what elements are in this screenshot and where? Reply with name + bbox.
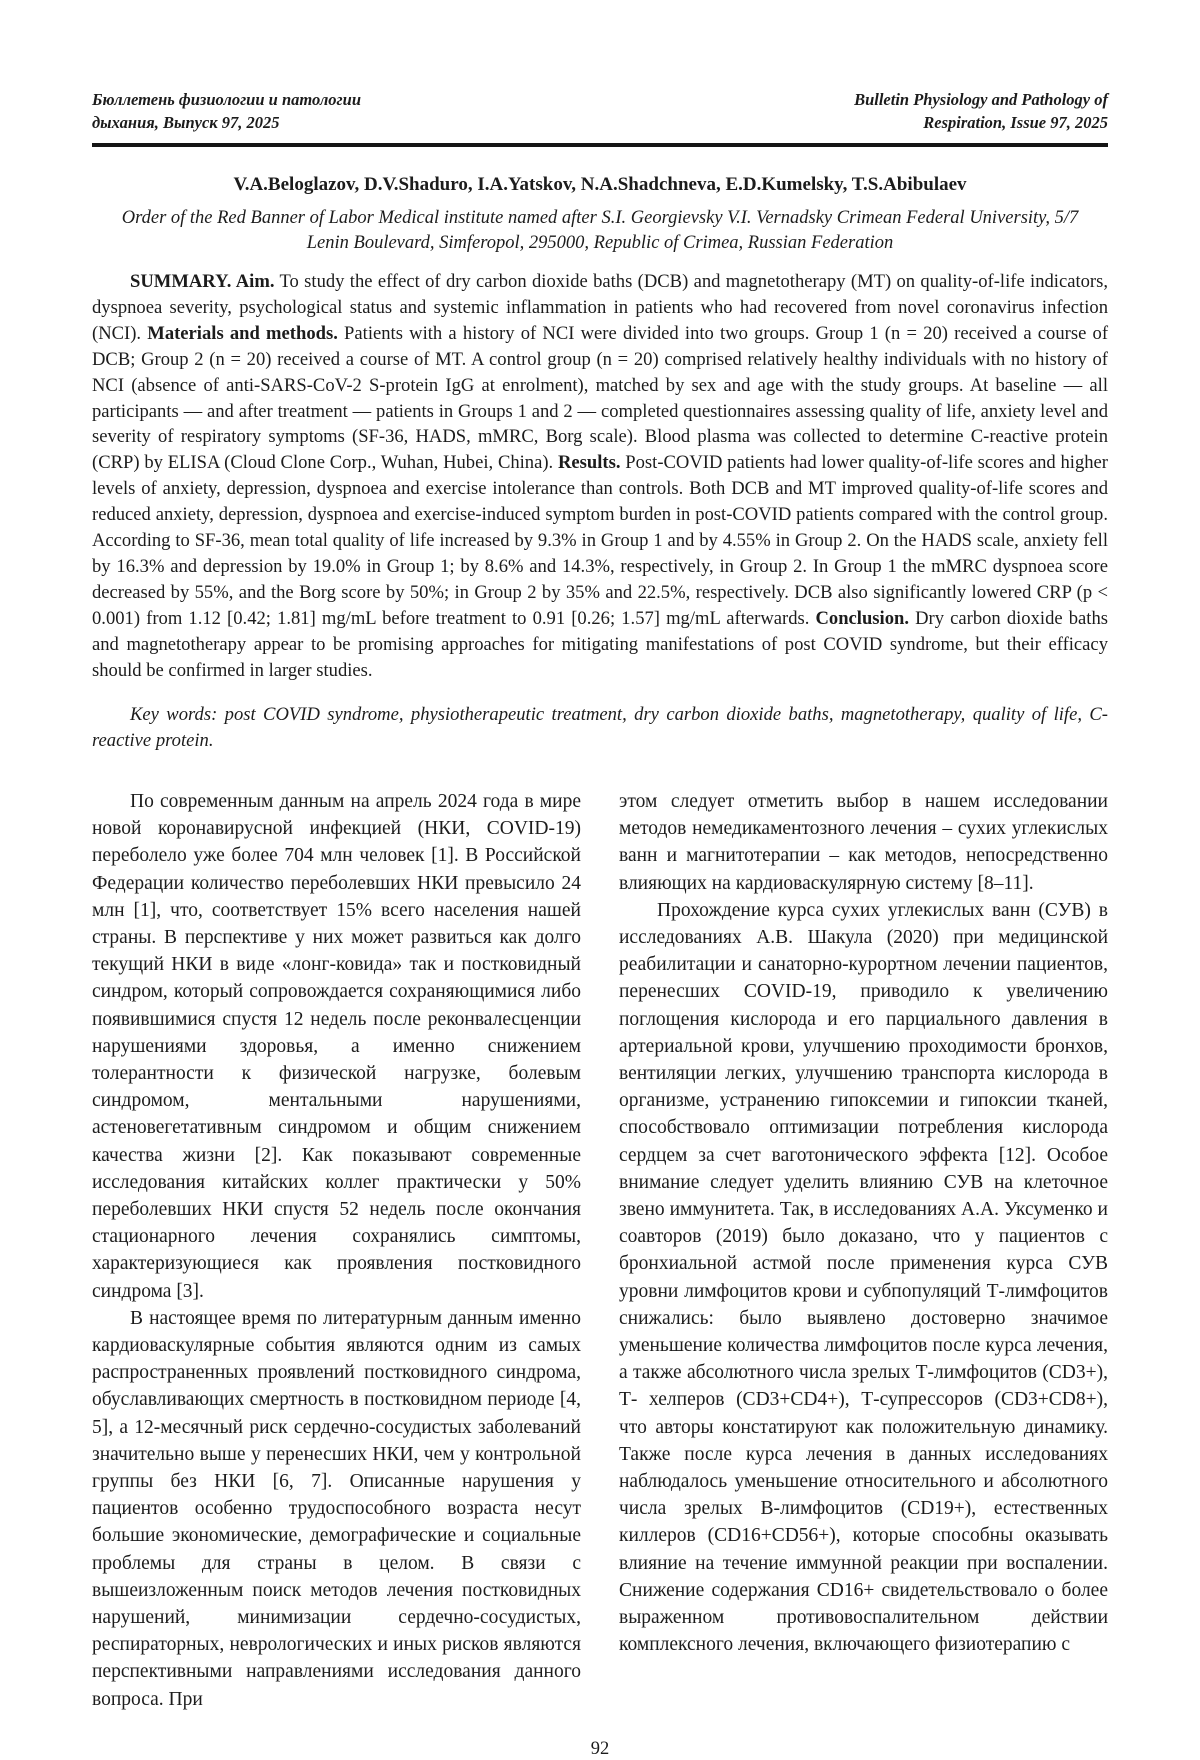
right-paragraph-1: этом следует отметить выбор в нашем исследовании методов немедикаментозного лечения – сухих углекислых ванн и магнитотерапии – как методов, непосредственно влияющих на кардиоваскулярную систему [8–11]. — [619, 790, 1108, 894]
journal-title-en-line2: Respiration, Issue 97, 2025 — [923, 113, 1108, 132]
body-columns — [92, 788, 1108, 1713]
summary-methods-text: Patients with a history of NCI were divided into two groups. Group 1 (n = 20) received a course of DCB; Group 2 (n = 20) received a course of MT. A control group (n = 20) comprised relatively healthy individuals with no history of NCI (absence of anti-SARS-CoV-2 S-protein IgG at enrolment), matched by sex and age with the study groups. At baseline — all participants — and after treatment — patients in Groups 1 and 2 — completed questionnaires assessing quality of life, anxiety level and severity of respiratory symptoms (SF-36, HADS, mMRC, Borg scale). Blood plasma was collected to determine C-reactive protein (CRP) by ELISA (Cloud Clone Corp., Wuhan, Hubei, China). — [92, 322, 1109, 474]
summary-results-label: Results. — [558, 452, 621, 474]
summary-methods-label: Materials and methods. — [147, 322, 338, 344]
summary-results-text: Post-COVID patients had lower quality-of-life scores and higher levels of anxiety, depression, dyspnoea and exercise intolerance than controls. Both DCB and MT improved quality-of-life scores and reduced anxiety, depression, dyspnoea and exercise-induced symptom burden in post-COVID patients compared with the control group. According to SF-36, mean total quality of life increased by 9.3% in Group 1 and by 4.55% in Group 2. On the HADS scale, anxiety fell by 16.3% and depression by 19.0% in Group 1; by 8.6% and 14.3%, respectively, in Group 2. In Group 1 the mMRC dyspnoea score decreased by 55%, and the Borg score by 50%; in Group 2 by 35% and 22.5%, respectively. DCB also significantly lowered CRP (p < 0.001) from 1.12 [0.42; 1.81] mg/mL before treatment to 0.91 [0.26; 1.57] mg/mL afterwards. — [92, 452, 1109, 629]
journal-title-ru-line1: Бюллетень физиологии и патологии — [92, 90, 361, 109]
left-paragraph-2: В настоящее время по литературным данным именно кардиоваскулярные события являются одним из самых распространенных проявлений постковидного синдрома, обуславливающих смертность в постковидном периоде [4, 5], а 12-месячный риск сердечно-сосудистых заболеваний значительно выше у перенесших НКИ, чем у контрольной группы без НКИ [6, 7]. Описанные нарушения у пациентов особенно трудоспособного возраста несут большие экономические, демографические и социальные проблемы для страны в целом. В связи с вышеизложенным поиск методов лечения постковидных нарушений, минимизации сердечно-сосудистых, респираторных, неврологических и иных рисков являются перспективными направлениями исследования данного вопроса. При — [92, 1307, 581, 1710]
column-right — [619, 788, 1108, 1713]
journal-title-en — [854, 88, 1108, 134]
keywords-paragraph: Key words: post COVID syndrome, physiotherapeutic treatment, dry carbon dioxide baths, magnetotherapy, quality of life, C-reactive protein. — [92, 704, 1108, 751]
summary-conclusion-label: Conclusion. — [815, 607, 909, 629]
column-left — [92, 788, 581, 1713]
left-paragraph-1: По современным данным на апрель 2024 года в мире новой коронавирусной инфекцией (НКИ, COVID-19) переболело уже более 704 млн человек [1]. В Российской Федерации количество переболевших НКИ превысило 24 млн [1], что, соответствует 15% всего населения нашей страны. В перспективе у них может развиться как долго текущий НКИ в виде «лонг-ковида» так и постковидный синдром, который сопровождается сохраняющимися либо появившимися спустя 12 недель после реконвалесценции нарушениями здоровья, а именно снижением толерантности к физической нагрузке, болевым синдромом, ментальными нарушениями, астеновегетативным синдромом и общим снижением качества жизни [2]. Как показывают современные исследования китайских коллег практически у 50% переболевших НКИ спустя 52 недель после окончания стационарного лечения сохранялись симптомы, характеризующиеся как проявления постковидного синдрома [3]. — [92, 790, 581, 1302]
right-paragraph-2: Прохождение курса сухих углекислых ванн (СУВ) в исследованиях А.В. Шакула (2020) при медицинской реабилитации и санаторно-курортном лечении пациентов, перенесших COVID-19, приводило к увеличению поглощения кислорода и его парциального давления в артериальной крови, улучшению проходимости бронхов, вентиляции легких, улучшению транспорта кислорода в организме, устранению гипоксемии и гипоксии тканей, способствовало оптимизации потребления кислорода сердцем за счет ваготонического эффекта [12]. Особое внимание следует уделить влиянию СУВ на клеточное звено иммунитета. Так, в исследованиях А.А. Уксуменко и соавторов (2019) было доказано, что у пациентов с бронхиальной астмой после применения курса СУВ уровни лимфоцитов крови и субпопуляций Т-лимфоцитов снижались: было выявлено достоверно значимое уменьшение количества лимфоцитов после курса лечения, а также абсолютного числа зрелых Т-лимфоцитов (CD3+), Т- хелперов (CD3+CD4+), Т-супрессоров (CD3+CD8+), что авторы констатируют как положительную динамику. Также после курса лечения в данных исследованиях наблюдалось уменьшение относительного и абсолютного числа зрелых В-лимфоцитов (CD19+), естественных киллеров (CD16+CD56+), которые способны оказывать влияние на течение иммунной реакции при воспалении. Снижение содержания CD16+ свидетельствовало о более выраженном противовоспалительном действии комплексного лечения, включающего физиотерапию с — [619, 899, 1108, 1656]
authors-line: V.A.Beloglazov, D.V.Shaduro, I.A.Yatskov, N.A.Shadchneva, E.D.Kumelsky, T.S.Abibulaev — [233, 174, 967, 195]
abstract-paragraph — [92, 269, 1108, 684]
journal-title-en-line1: Bulletin Physiology and Pathology of — [854, 90, 1108, 109]
summary-conclusion-text: Dry carbon dioxide baths and magnetotherapy appear to be promising approaches for mitigating manifestations of post COVID syndrome, but their efficacy should be confirmed in larger studies. — [92, 607, 1108, 681]
header-divider — [92, 143, 1108, 147]
summary-aim-text: To study the effect of dry carbon dioxide baths (DCB) and magnetotherapy (MT) on quality-of-life indicators, dyspnoea severity, psychological status and systemic inflammation in patients who had recovered from novel coronavirus infection (NCI). — [92, 271, 1108, 344]
page-number: 92 — [590, 1738, 610, 1759]
journal-title-ru-line2: дыхания, Выпуск 97, 2025 — [92, 113, 280, 132]
running-head — [92, 88, 1108, 134]
journal-title-ru — [92, 88, 361, 134]
summary-aim-label: SUMMARY. Aim. — [130, 271, 275, 292]
affiliation: Order of the Red Banner of Labor Medical institute named after S.I. Georgievsky V.I. Vernadsky Crimean Federal University, 5/7 Lenin Boulevard, Simferopol, 295000, Republic of Crimea, Russian Federation — [121, 208, 1079, 253]
